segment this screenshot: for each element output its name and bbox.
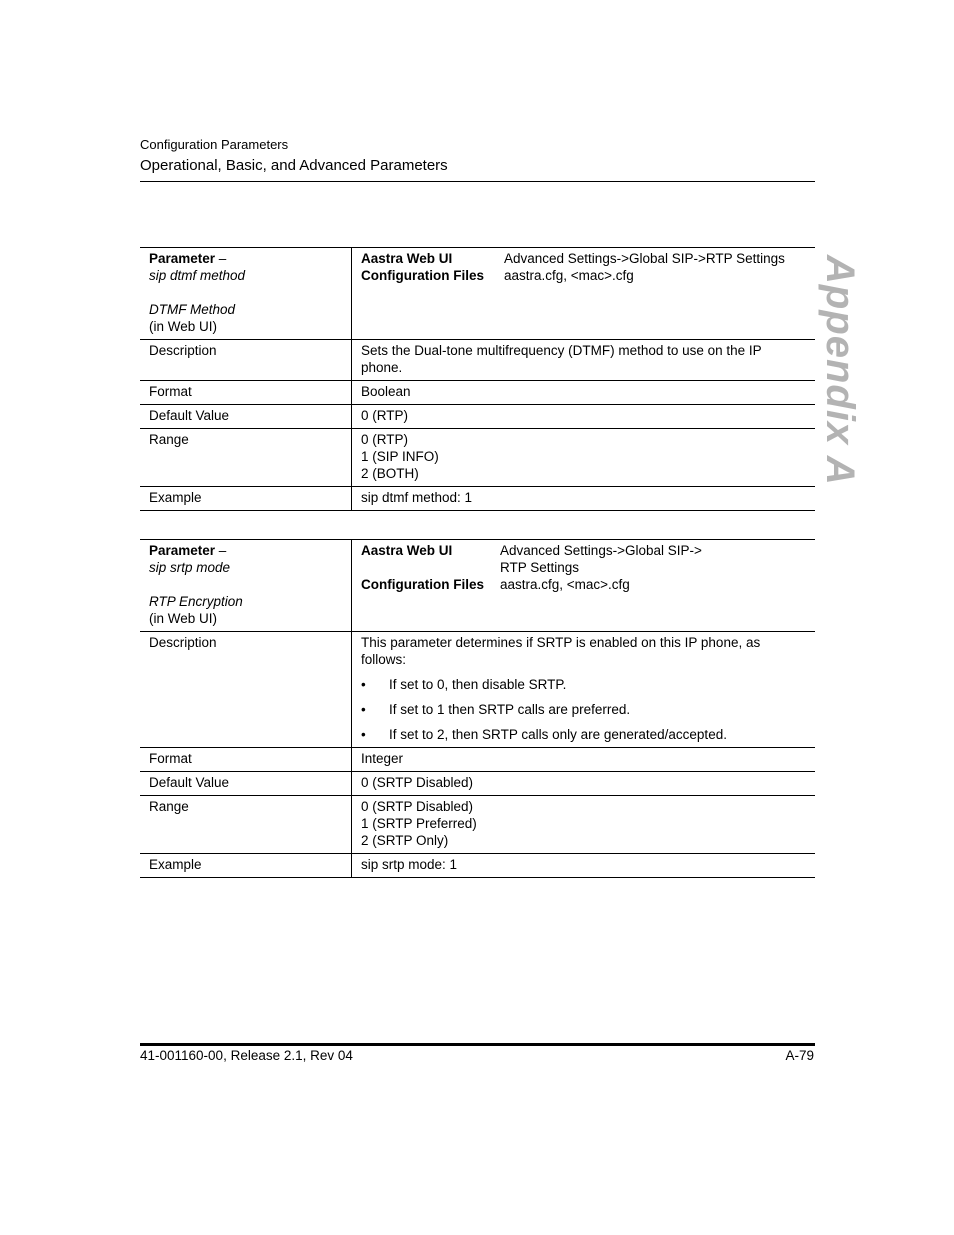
webui-name: DTMF Method <box>149 302 236 317</box>
table-row-example <box>140 854 815 878</box>
table-row-description <box>140 340 815 381</box>
parameter-name: sip srtp mode <box>149 560 231 575</box>
config-files-label: Configuration Files <box>361 268 484 283</box>
description-label: Description <box>140 632 352 748</box>
appendix-side-tab-label: Appendix A <box>818 255 862 486</box>
example-label: Example <box>140 854 352 878</box>
default-label: Default Value <box>140 405 352 429</box>
parameter-label: Parameter <box>149 251 216 266</box>
example-value: sip dtmf method: 1 <box>352 487 816 511</box>
table-row-default <box>140 772 815 796</box>
format-label: Format <box>140 381 352 405</box>
range-label: Range <box>140 796 352 854</box>
location-cell <box>352 540 816 632</box>
header-divider <box>140 181 815 182</box>
description-bullets <box>361 676 806 743</box>
table-row-format <box>140 748 815 772</box>
parameter-dash: – <box>215 543 227 558</box>
range-value: 1 (SIP INFO) <box>361 449 439 464</box>
range-values <box>352 796 816 854</box>
parameter-dash: – <box>215 251 227 266</box>
range-value: 2 (BOTH) <box>361 466 419 481</box>
example-value: sip srtp mode: 1 <box>352 854 816 878</box>
description-label: Description <box>140 340 352 381</box>
range-value: 0 (SRTP Disabled) <box>361 799 474 814</box>
config-files-value: aastra.cfg, <mac>.cfg <box>500 577 630 592</box>
range-value: 2 (SRTP Only) <box>361 833 449 848</box>
webui-path-line: Advanced Settings->Global SIP-> <box>500 543 702 558</box>
table-row-parameter <box>140 540 815 632</box>
format-label: Format <box>140 748 352 772</box>
parameter-label: Parameter <box>149 543 216 558</box>
range-values <box>352 429 816 487</box>
description-text: This parameter determines if SRTP is enabled on this IP phone, as follows: <box>361 635 761 667</box>
section-header: Configuration Parameters <box>140 137 289 152</box>
table-row-description <box>140 632 815 748</box>
footer-doc-id: 41-001160-00, Release 2.1, Rev 04 <box>140 1048 353 1063</box>
config-files-value: aastra.cfg, <mac>.cfg <box>504 268 634 283</box>
webui-name: RTP Encryption <box>149 594 243 609</box>
table-row-range <box>140 796 815 854</box>
appendix-side-tab <box>818 255 864 486</box>
list-item: • If set to 0, then disable SRTP. <box>361 676 806 693</box>
webui-path: Advanced Settings->Global SIP->RTP Settings <box>504 251 785 266</box>
footer-divider <box>140 1043 815 1046</box>
webui-path <box>500 542 806 576</box>
format-value: Integer <box>352 748 816 772</box>
list-item: • If set to 1 then SRTP calls are preferred. <box>361 701 806 718</box>
config-files-label: Configuration Files <box>361 577 484 592</box>
default-value: 0 (SRTP Disabled) <box>352 772 816 796</box>
default-label: Default Value <box>140 772 352 796</box>
page-title: Operational, Basic, and Advanced Parameters <box>140 157 448 174</box>
page-number: A-79 <box>785 1048 814 1063</box>
table-row-format <box>140 381 815 405</box>
example-label: Example <box>140 487 352 511</box>
default-value: 0 (RTP) <box>352 405 816 429</box>
list-item: • If set to 2, then SRTP calls only are generated/accepted. <box>361 726 806 743</box>
param-table-sip-srtp-mode <box>140 539 815 878</box>
webui-note: (in Web UI) <box>149 611 218 626</box>
range-value: 1 (SRTP Preferred) <box>361 816 477 831</box>
range-value: 0 (RTP) <box>361 432 409 447</box>
webui-path-line: RTP Settings <box>500 560 580 575</box>
param-table-sip-dtmf-method <box>140 247 815 511</box>
description-text: Sets the Dual-tone multifrequency (DTMF) method to use on the IP phone. <box>352 340 816 381</box>
table-row-range <box>140 429 815 487</box>
table-row-parameter <box>140 248 815 340</box>
webui-label: Aastra Web UI <box>361 543 453 558</box>
location-cell <box>352 248 816 340</box>
webui-label: Aastra Web UI <box>361 251 453 266</box>
table-row-default <box>140 405 815 429</box>
parameter-cell <box>140 248 352 340</box>
range-label: Range <box>140 429 352 487</box>
parameter-cell <box>140 540 352 632</box>
webui-note: (in Web UI) <box>149 319 218 334</box>
description-cell <box>352 632 816 748</box>
format-value: Boolean <box>352 381 816 405</box>
table-row-example <box>140 487 815 511</box>
parameter-name: sip dtmf method <box>149 268 246 283</box>
